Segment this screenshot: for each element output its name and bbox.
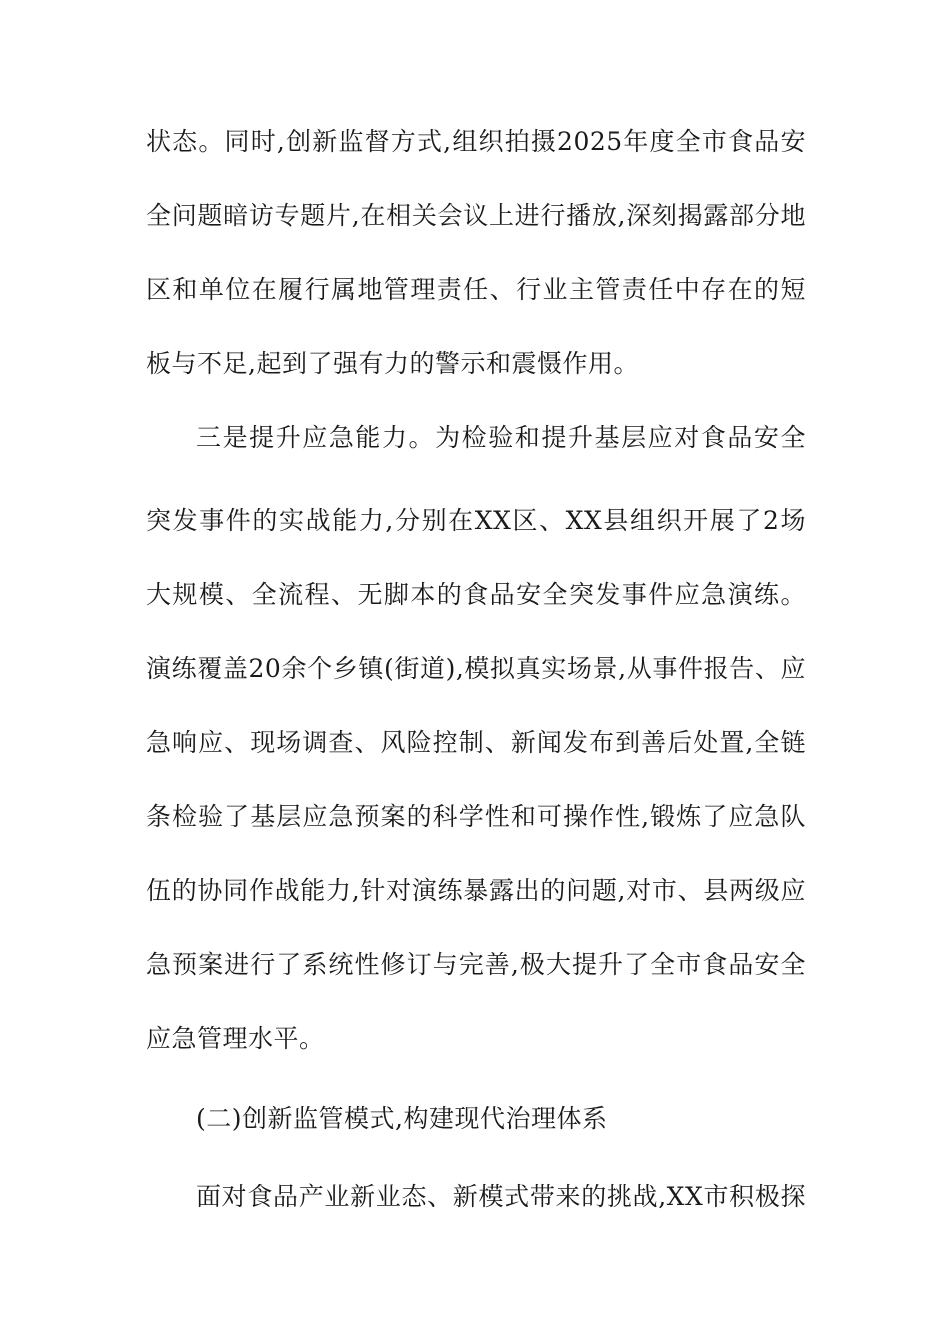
paragraph-line: 状态。同时,创新监督方式,组织拍摄2025年度全市食品安	[146, 127, 806, 156]
paragraph-line: 演练覆盖20余个乡镇(街道),模拟真实场景,从事件报告、应	[146, 654, 806, 683]
paragraph-line: 面对食品产业新业态、新模式带来的挑战,XX市积极探	[196, 1182, 806, 1211]
paragraph-line: 大规模、全流程、无脚本的食品安全突发事件应急演练。	[146, 580, 806, 609]
paragraph-line: 伍的协同作战能力,针对演练暴露出的问题,对市、县两级应	[146, 876, 806, 905]
section-heading: (二)创新监管模式,构建现代治理体系	[196, 1104, 608, 1133]
paragraph-line: 突发事件的实战能力,分别在XX区、XX县组织开展了2场	[146, 506, 806, 535]
paragraph-line: 急响应、现场调查、风险控制、新闻发布到善后处置,全链	[146, 728, 806, 757]
paragraph-line: 板与不足,起到了强有力的警示和震慑作用。	[146, 349, 639, 378]
paragraph-line: 条检验了基层应急预案的科学性和可操作性,锻炼了应急队	[146, 802, 806, 831]
paragraph-line: 急预案进行了系统性修订与完善,极大提升了全市食品安全	[146, 950, 806, 979]
paragraph-line: 区和单位在履行属地管理责任、行业主管责任中存在的短	[146, 275, 806, 304]
paragraph-line: 三是提升应急能力。为检验和提升基层应对食品安全	[196, 423, 806, 452]
paragraph-line: 全问题暗访专题片,在相关会议上进行播放,深刻揭露部分地	[146, 201, 806, 230]
paragraph-line: 应急管理水平。	[146, 1024, 325, 1053]
